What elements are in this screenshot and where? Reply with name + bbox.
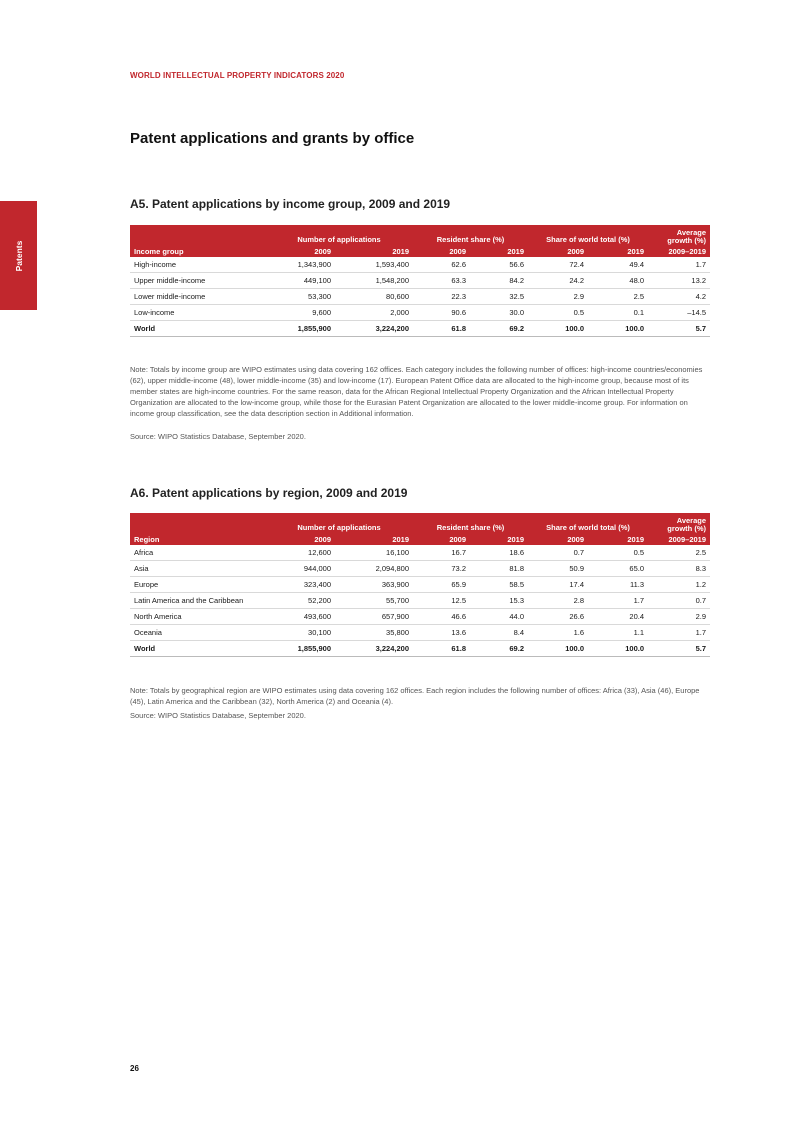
- col-year: 2019: [627, 246, 645, 256]
- col-group-applications: Number of applications: [297, 523, 381, 532]
- table-a5-note: Note: Totals by income group are WIPO estimates using data covering 162 offices. Each category includes the following number of offices: high-income countries/economies (62), upper middle-income (48), lower middle-income (35) and low-income (17). European Patent Office data are allocated to the high-income group, because most of its member states are high-income countries. For the same reason, data for the African Regional Intellectual Property Organization and the African Intellectual Property Organization are allocated to the low-income group, while those for the Eurasian Patent Organization are allocated to the lower middle-income group. For information on income group classification, see the data description section in Additional information.: [130, 365, 703, 418]
- table-a6-title: A6. Patent applications by region, 2009 and 2019: [130, 486, 408, 500]
- col-period: 2009–2019: [668, 246, 707, 256]
- col-region: Region: [134, 534, 160, 544]
- col-group-world-share: Share of world total (%): [546, 523, 630, 532]
- col-average-growth: Average growth (%): [667, 516, 707, 533]
- table-a6-note: Note: Totals by geographical region are WIPO estimates using data covering 162 offices. Each region includes the following number of offices: Africa (33), Asia (46), Europe (45), Latin America and the Caribbean (32), North America (2) and Oceania (4).: [130, 686, 700, 706]
- section-side-tab[interactable]: [0, 201, 37, 310]
- table-a5: [130, 225, 710, 337]
- table-row: Africa 12,600 16,100 16.7 18.6 0.7 0.5 2.5: [130, 545, 710, 561]
- col-year: 2009: [567, 246, 584, 256]
- table-row: North America 493,600 657,900 46.6 44.0 26.6 20.4 2.9: [130, 609, 710, 625]
- running-header: WORLD INTELLECTUAL PROPERTY INDICATORS 2020: [130, 71, 345, 80]
- col-income-group: Income group: [134, 246, 184, 256]
- col-year: 2009: [449, 246, 466, 256]
- col-year: 2019: [392, 246, 409, 256]
- table-row: Upper middle-income 449,100 1,548,200 63.3 84.2 24.2 48.0 13.2: [130, 273, 710, 289]
- col-group-world-share: Share of world total (%): [546, 235, 630, 244]
- col-average-growth: Average growth (%): [667, 228, 707, 245]
- table-a6-source: Source: WIPO Statistics Database, September 2020.: [130, 711, 306, 720]
- col-group-resident-share: Resident share (%): [436, 235, 505, 244]
- table-row: High-income 1,343,900 1,593,400 62.6 56.6 72.4 49.4 1.7: [130, 257, 710, 273]
- page-title: Patent applications and grants by office: [130, 130, 415, 147]
- table-row: Lower middle-income 53,300 80,600 22.3 32.5 2.9 2.5 4.2: [130, 289, 710, 305]
- page-number: 26: [130, 1064, 139, 1073]
- table-total-row: World 1,855,900 3,224,200 61.8 69.2 100.0 100.0 5.7: [130, 321, 710, 337]
- table-row: Oceania 30,100 35,800 13.6 8.4 1.6 1.1 1.7: [130, 625, 710, 641]
- table-row: Europe 323,400 363,900 65.9 58.5 17.4 11.3 1.2: [130, 577, 710, 593]
- table-total-row: World 1,855,900 3,224,200 61.8 69.2 100.0 100.0 5.7: [130, 641, 710, 657]
- col-year: 2019: [507, 534, 524, 544]
- col-group-resident-share: Resident share (%): [436, 523, 505, 532]
- col-group-applications: Number of applications: [297, 235, 381, 244]
- side-tab-label: Patents: [13, 240, 24, 271]
- col-year: 2019: [392, 534, 409, 544]
- col-year: 2009: [567, 534, 584, 544]
- col-year: 2009: [314, 534, 331, 544]
- col-period: 2009–2019: [668, 534, 707, 544]
- table-a5-source: Source: WIPO Statistics Database, September 2020.: [130, 432, 306, 441]
- table-a5-title: A5. Patent applications by income group, 2009 and 2019: [130, 197, 451, 211]
- table-row: Latin America and the Caribbean 52,200 55,700 12.5 15.3 2.8 1.7 0.7: [130, 593, 710, 609]
- table-row: Low-income 9,600 2,000 90.6 30.0 0.5 0.1 –14.5: [130, 305, 710, 321]
- col-year: 2019: [627, 534, 645, 544]
- col-year: 2009: [449, 534, 466, 544]
- table-a6: [130, 513, 710, 657]
- col-year: 2009: [314, 246, 331, 256]
- col-year: 2019: [507, 246, 524, 256]
- table-row: Asia 944,000 2,094,800 73.2 81.8 50.9 65.0 8.3: [130, 561, 710, 577]
